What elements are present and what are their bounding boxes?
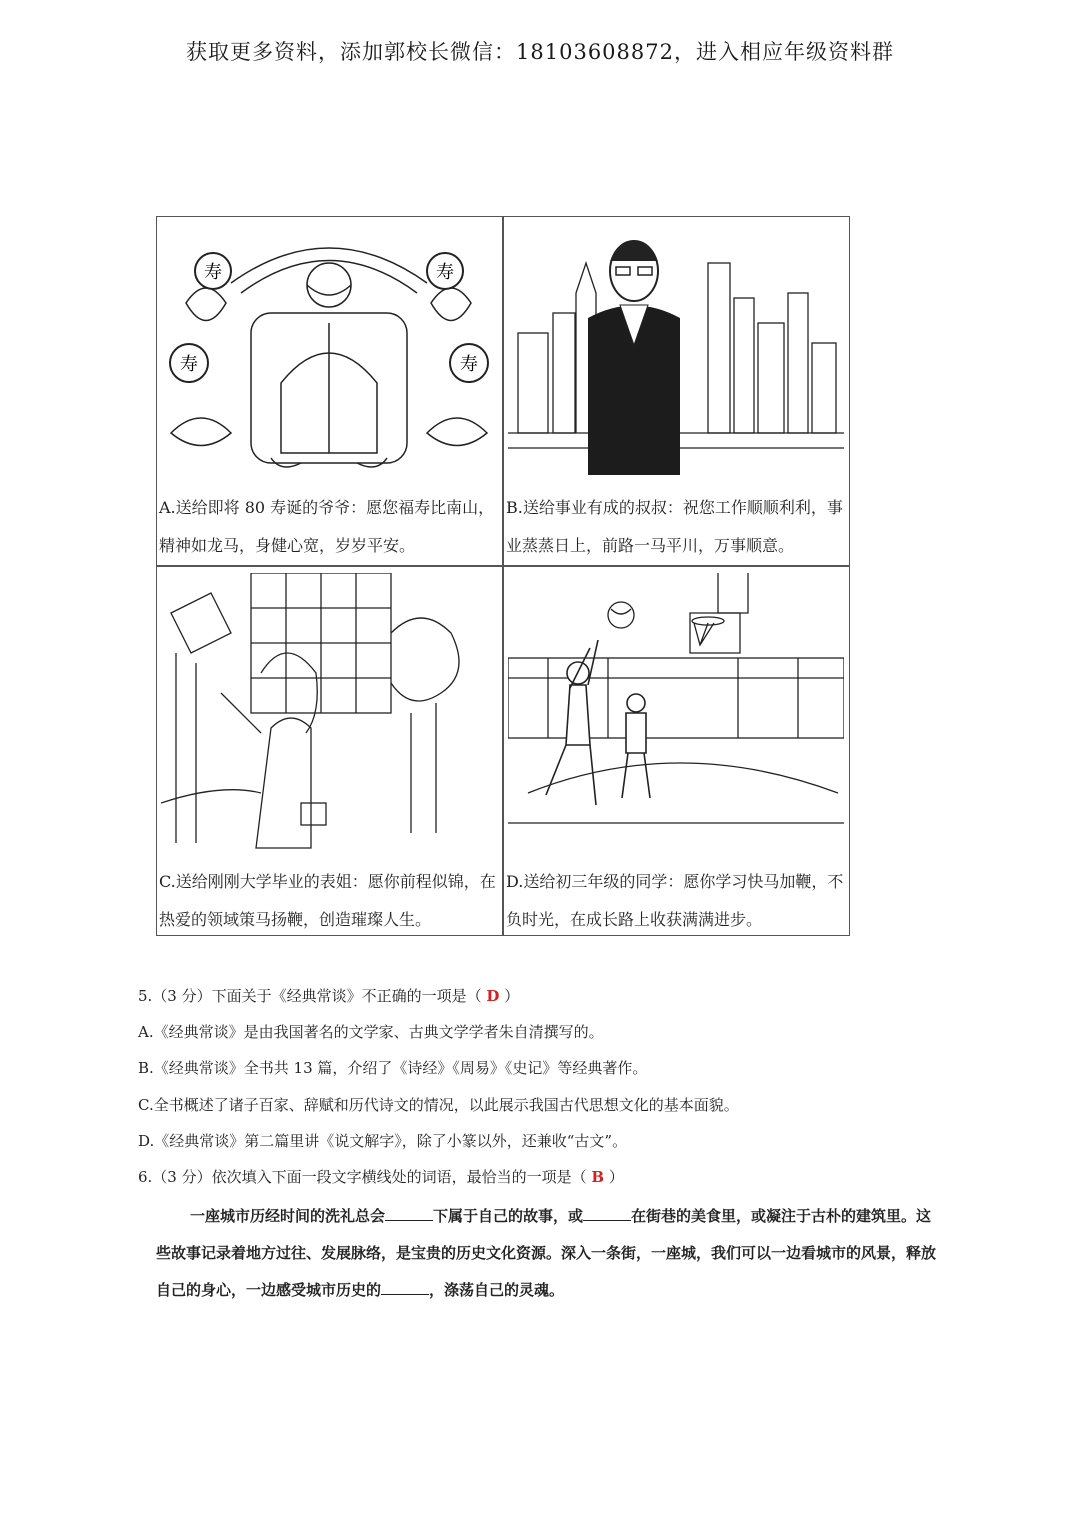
question-5 — [138, 985, 519, 1006]
card-a-caption: A.送给即将 80 寿诞的爷爷：愿您福寿比南山，精神如龙马，身健心宽，岁岁平安。 — [159, 498, 495, 555]
passage-part-1: 一座城市历经时间的洗礼总会 — [190, 1207, 386, 1225]
q5-option-b: B.《经典常谈》全书共 13 篇，介绍了《诗经》《周易》《史记》等经典著作。 — [138, 1059, 648, 1077]
question-5-answer: D — [486, 987, 500, 1005]
card-a — [157, 217, 502, 565]
card-d-caption: D.送给初三年级的同学：愿你学习快马加鞭，不负时光，在成长路上收获满满进步。 — [506, 872, 844, 929]
fill-blank — [583, 1206, 631, 1221]
passage-part-2: 下属于自己的故事，或 — [433, 1207, 584, 1225]
graduate-illustration — [161, 573, 497, 851]
card-b-caption: B.送给事业有成的叔叔：祝您工作顺顺利利，事业蒸蒸日上，前路一马平川，万事顺意。 — [506, 498, 843, 555]
page-header: 获取更多资料，添加郭校长微信：18103608872，进入相应年级资料群 — [186, 40, 894, 64]
longevity-seal: 寿 — [460, 354, 478, 375]
longevity-seal: 寿 — [204, 262, 222, 283]
question-6-passage — [156, 1198, 946, 1309]
question-5-close: ） — [504, 987, 520, 1005]
fill-blank — [381, 1280, 429, 1295]
card-c-caption: C.送给刚刚大学毕业的表姐：愿你前程似锦，在热爱的领域策马扬鞭，创造璀璨人生。 — [159, 872, 496, 929]
q5-option-d: D.《经典常谈》第二篇里讲《说文解字》，除了小篆以外，还兼收“古文”。 — [138, 1132, 628, 1150]
longevity-seal: 寿 — [436, 262, 454, 283]
q5-option-a: A.《经典常谈》是由我国著名的文学家、古典文学学者朱自清撰写的。 — [138, 1023, 604, 1041]
question-6 — [138, 1166, 624, 1187]
card-b — [504, 217, 849, 565]
passage-part-3: 在街巷的美食里，或凝注于古朴的建筑里。这些故事记录着地方过往、发展脉络，是宝贵的历史文化资源。深入一条街，一座城，我们可以一边看城市的风景，释放自己的身心，一边感受城市历史的 — [156, 1207, 937, 1299]
card-d — [504, 567, 849, 935]
question-6-stem: 6.（3 分）依次填入下面一段文字横线处的词语，最恰当的一项是（ — [138, 1168, 587, 1186]
basketball-illustration — [508, 573, 844, 851]
businessman-illustration — [508, 223, 844, 475]
grandfather-illustration — [161, 223, 497, 475]
card-c — [157, 567, 502, 935]
card-grid — [156, 216, 850, 936]
question-6-answer: B — [591, 1168, 605, 1186]
passage-part-4: ，涤荡自己的灵魂。 — [429, 1281, 565, 1299]
q5-option-c: C.全书概述了诸子百家、辞赋和历代诗文的情况，以此展示我国古代思想文化的基本面貌。 — [138, 1096, 739, 1114]
question-5-stem: 5.（3 分）下面关于《经典常谈》不正确的一项是（ — [138, 987, 482, 1005]
fill-blank — [385, 1206, 433, 1221]
question-6-close: ） — [608, 1168, 624, 1186]
longevity-seal: 寿 — [180, 354, 198, 375]
